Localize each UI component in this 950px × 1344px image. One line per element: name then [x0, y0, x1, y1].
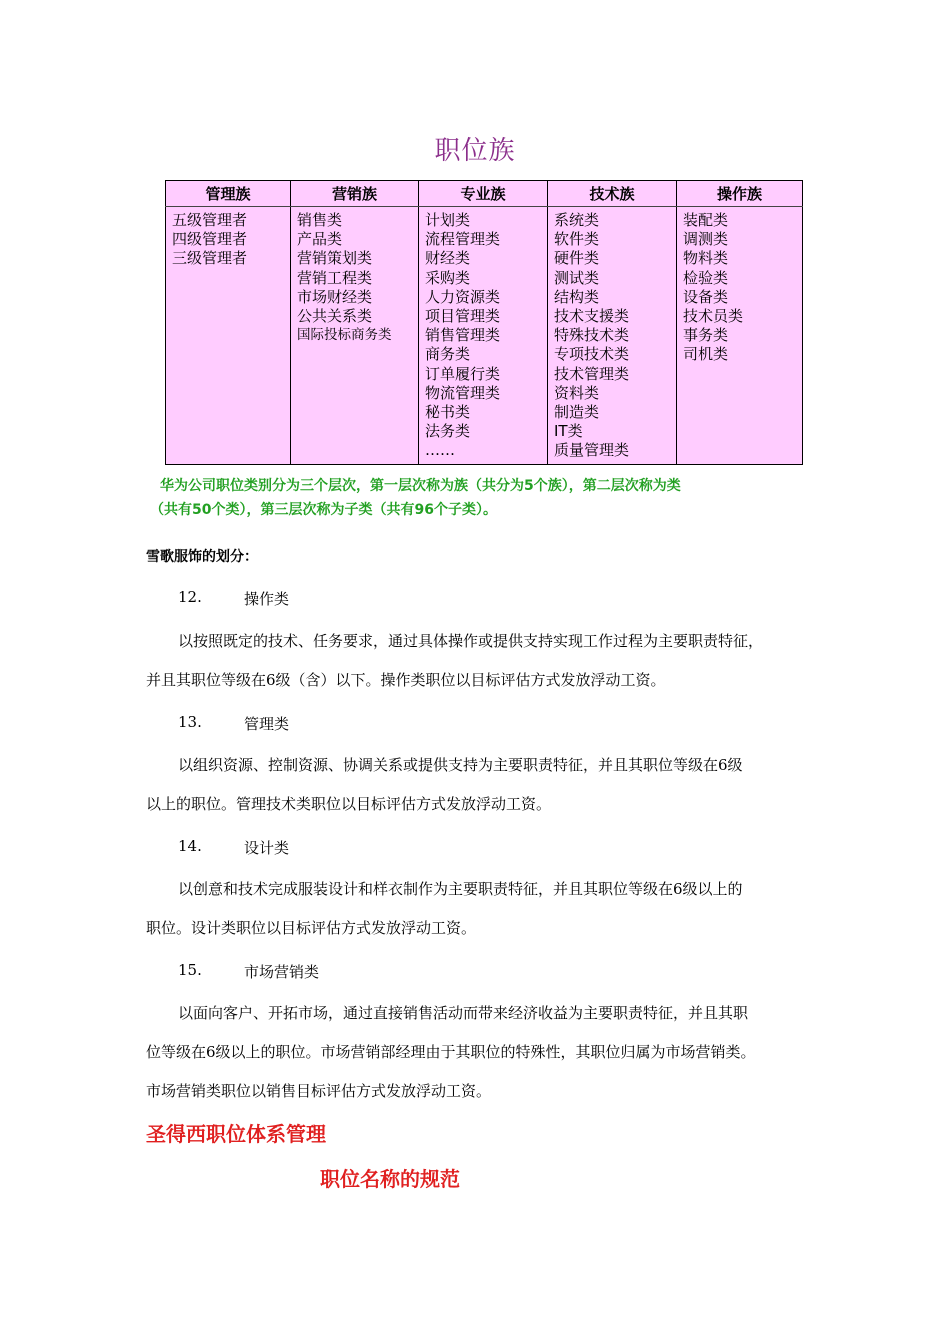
header-professional: 专业族: [419, 181, 548, 207]
column-technical: [548, 207, 677, 465]
item-label: 市场营销类: [244, 963, 320, 981]
item-label: 设计类: [244, 839, 290, 857]
list-item: 国际投标商务类: [297, 327, 392, 344]
column-management: [166, 207, 291, 465]
list-item: 市场财经类: [297, 287, 373, 306]
list-item: 系统类: [554, 211, 600, 229]
list-item: 装配类: [683, 211, 729, 229]
list-item: 产品类: [297, 230, 343, 249]
list-item: 秘书类: [425, 403, 471, 422]
table-header-row: [166, 181, 803, 207]
list-item: 营销策划类: [297, 249, 373, 268]
paragraph-line: 位等级在6级以上的职位。市场营销部经理由于其职位的特殊性，其职位归属为市场营销类。: [146, 1043, 756, 1061]
list-item: 软件类: [554, 230, 600, 249]
list-item: 订单履行类: [425, 364, 501, 383]
list-item: 计划类: [425, 211, 471, 229]
figure-title: 职位族: [434, 136, 516, 166]
list-item: 三级管理者: [172, 249, 248, 268]
paragraph-line: 以创意和技术完成服装设计和样衣制作为主要职责特征，并且其职位等级在6级以上的: [178, 880, 743, 898]
list-item: 技术支援类: [554, 307, 630, 326]
job-family-table: [165, 180, 803, 465]
section-heading: 雪歌服饰的划分：: [146, 549, 258, 565]
column-marketing: [291, 207, 419, 465]
list-item: 专项技术类: [554, 345, 630, 364]
header-technical: 技术族: [548, 181, 677, 207]
item-number: 12.: [178, 588, 202, 606]
list-item: 调测类: [683, 230, 729, 249]
list-item: 司机类: [683, 345, 729, 364]
list-item: 硬件类: [554, 249, 600, 268]
list-item: 采购类: [425, 268, 471, 287]
list-item: 质量管理类: [554, 441, 630, 460]
list-item: 销售管理类: [425, 326, 501, 345]
item-label: 操作类: [244, 590, 290, 608]
list-item: 结构类: [554, 287, 600, 306]
header-management: 管理族: [166, 181, 291, 207]
item-number: 15.: [178, 961, 202, 979]
note-line: （共有50个类），第三层次称为子类（共有96个子类）。: [150, 502, 497, 518]
list-item: 制造类: [554, 403, 600, 422]
list-item: 财经类: [425, 249, 471, 268]
list-item: 人力资源类: [425, 287, 501, 306]
header-operations: 操作族: [677, 181, 803, 207]
list-item: IT类: [554, 422, 583, 441]
list-item: ……: [425, 441, 455, 460]
list-item: 流程管理类: [425, 230, 501, 249]
paragraph-line: 以上的职位。管理技术类职位以目标评估方式发放浮动工资。: [146, 795, 552, 813]
paragraph-line: 市场营销类职位以销售目标评估方式发放浮动工资。: [146, 1082, 492, 1100]
list-item: 五级管理者: [172, 211, 248, 229]
list-item: 销售类: [297, 211, 343, 229]
list-item: 四级管理者: [172, 230, 248, 249]
item-paragraph: [146, 870, 816, 948]
red-heading: 圣得西职位体系管理: [146, 1122, 326, 1146]
list-item: 技术员类: [683, 307, 744, 326]
list-item: 物流管理类: [425, 383, 501, 402]
item-number: 14.: [178, 837, 202, 855]
list-item: 测试类: [554, 268, 600, 287]
paragraph-line: 以面向客户、开拓市场，通过直接销售活动而带来经济收益为主要职责特征，并且其职: [178, 1004, 749, 1022]
list-item: 资料类: [554, 383, 600, 402]
list-item: 设备类: [683, 287, 729, 306]
item-number: 13.: [178, 713, 202, 731]
list-item: 营销工程类: [297, 268, 373, 287]
item-paragraph: [146, 622, 816, 700]
column-professional: [419, 207, 548, 465]
column-operations: [677, 207, 803, 465]
header-marketing: 营销族: [291, 181, 419, 207]
list-item: 物料类: [683, 249, 729, 268]
paragraph-line: 并且其职位等级在6级（含）以下。操作类职位以目标评估方式发放浮动工资。: [146, 671, 666, 689]
paragraph-line: 以按照既定的技术、任务要求，通过具体操作或提供支持实现工作过程为主要职责特征，: [178, 632, 764, 650]
list-item: 检验类: [683, 268, 729, 287]
item-label: 管理类: [244, 715, 290, 733]
item-paragraph: [146, 746, 816, 824]
paragraph-line: 职位。设计类职位以目标评估方式发放浮动工资。: [146, 919, 477, 937]
list-item: 技术管理类: [554, 364, 630, 383]
item-paragraph: [146, 994, 816, 1111]
list-item: 事务类: [683, 326, 729, 345]
table-body-row: [166, 207, 803, 465]
note-line: 华为公司职位类别分为三个层次，第一层次称为族（共分为5个族），第二层次称为类: [160, 478, 681, 494]
list-item: 商务类: [425, 345, 471, 364]
list-item: 法务类: [425, 422, 471, 441]
list-item: 特殊技术类: [554, 326, 630, 345]
red-subheading: 职位名称的规范: [320, 1167, 460, 1191]
paragraph-line: 以组织资源、控制资源、协调关系或提供支持为主要职责特征，并且其职位等级在6级: [178, 756, 743, 774]
list-item: 项目管理类: [425, 307, 501, 326]
list-item: 公共关系类: [297, 307, 373, 326]
table-note: [146, 474, 816, 522]
